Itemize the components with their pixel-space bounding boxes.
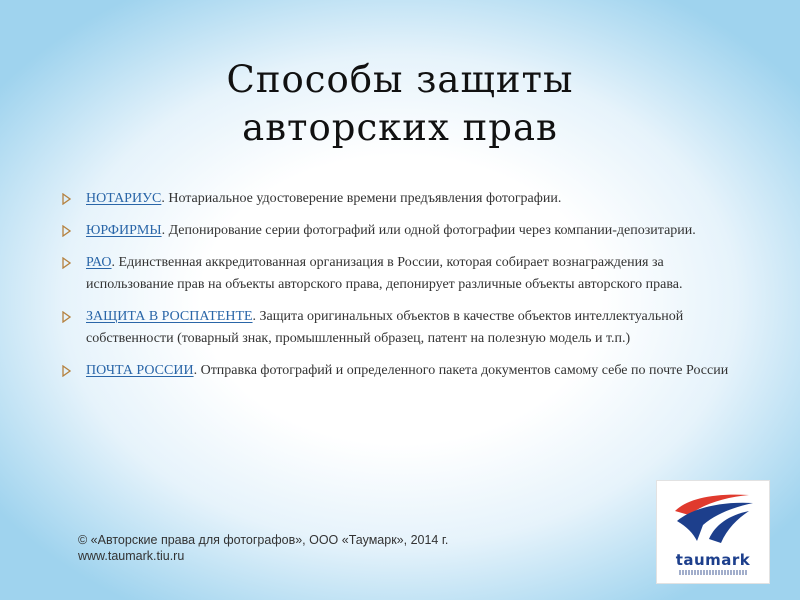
item-description: . Нотариальное удостоверение времени предъявления фотографии. <box>161 191 562 206</box>
item-description: . Единственная аккредитованная организация в России, которая собирает вознаграждения за использование прав на объекты авторского права, депонирует различные объекты авторского права. <box>86 255 683 292</box>
list-item-rao <box>62 252 742 296</box>
arrow-bullet-icon <box>62 220 76 242</box>
keyword-link[interactable]: НОТАРИУС <box>86 191 162 206</box>
keyword-link[interactable]: ПОЧТА РОССИИ <box>86 363 194 378</box>
arrow-bullet-icon <box>62 252 76 274</box>
keyword-link[interactable]: ЮРФИРМЫ <box>86 223 162 238</box>
taumark-swoosh-icon <box>657 481 769 553</box>
taumark-logo <box>656 480 770 584</box>
logo-tagline-decoration <box>679 570 747 575</box>
footer-website-link[interactable]: www.taumark.tiu.ru <box>78 549 185 563</box>
keyword-link[interactable]: РАО <box>86 255 112 270</box>
slide-title-line-1: Способы защиты <box>226 58 574 101</box>
protection-methods-list <box>62 188 742 392</box>
footer-copyright <box>78 532 448 564</box>
item-description: . Депонирование серии фотографий или одной фотографии через компании-депозитарии. <box>161 223 696 238</box>
footer-copyright-line: © «Авторские права для фотографов», ООО «Таумарк», 2014 г. <box>78 533 449 547</box>
list-item-notary <box>62 188 742 210</box>
list-item-russian-post <box>62 360 742 382</box>
logo-wordmark: taumark <box>675 551 751 569</box>
keyword-link[interactable]: ЗАЩИТА В РОСПАТЕНТЕ <box>86 309 253 324</box>
list-item-law-firms <box>62 220 742 242</box>
arrow-bullet-icon <box>62 188 76 210</box>
item-description: . Отправка фотографий и определенного пакета документов самому себе по почте России <box>193 363 729 378</box>
item-description: . Защита оригинальных объектов в качестве объектов интеллектуальной собственности (товарный знак, промышленный образец, патент на полезную модель и т.п.) <box>86 309 684 346</box>
list-item-rospatent <box>62 306 742 350</box>
slide-title <box>0 56 800 152</box>
slide-title-line-2: авторских прав <box>242 106 558 149</box>
arrow-bullet-icon <box>62 306 76 328</box>
arrow-bullet-icon <box>62 360 76 382</box>
